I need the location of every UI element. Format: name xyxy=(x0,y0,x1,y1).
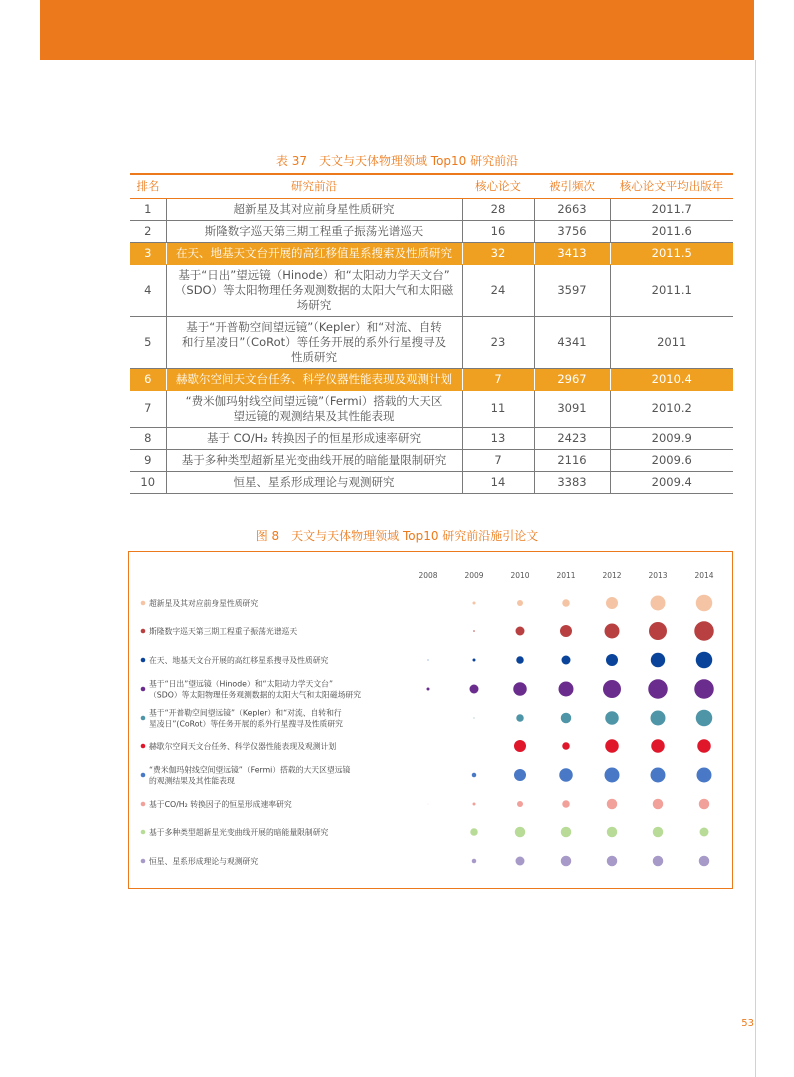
bubble xyxy=(428,804,429,805)
bubble xyxy=(605,711,619,725)
bubble xyxy=(514,740,526,752)
bubble xyxy=(651,711,666,726)
bubble xyxy=(515,827,526,838)
avg-year-cell: 2009.4 xyxy=(610,471,733,493)
bubble xyxy=(517,801,523,807)
rank-cell: 4 xyxy=(130,264,166,316)
front-cell xyxy=(166,449,462,471)
rank-cell: 2 xyxy=(130,220,166,242)
avg-year-cell: 2009.6 xyxy=(610,449,733,471)
table-row xyxy=(130,449,733,471)
front-text-line: 基于“日出”望远镜（Hinode）和“太阳动力学天文台” xyxy=(178,267,450,282)
avg-year-cell: 2011.5 xyxy=(610,242,733,264)
rank-cell: 3 xyxy=(130,242,166,264)
bubble xyxy=(607,827,618,838)
bubble xyxy=(513,682,527,696)
table-header-row xyxy=(130,174,733,198)
bubble xyxy=(560,625,572,637)
series-label: 基于“开普勒空间望远镜”（Kepler）和“对流、自转和行 xyxy=(149,708,342,718)
legend-dot xyxy=(141,716,146,721)
bubble xyxy=(651,739,665,753)
legend-dot xyxy=(141,601,146,606)
figure-caption: 图 8 天文与天体物理领域 Top10 研究前沿施引论文 xyxy=(255,529,539,543)
bubble xyxy=(473,803,476,806)
page-number: 53 xyxy=(741,1018,754,1029)
bubble xyxy=(649,622,667,640)
bubble xyxy=(605,739,619,753)
legend-dot xyxy=(141,802,146,807)
bubble xyxy=(696,710,713,727)
bubble xyxy=(470,828,478,836)
rank-cell: 7 xyxy=(130,390,166,427)
bubble xyxy=(562,656,571,665)
avg-year-cell: 2011.6 xyxy=(610,220,733,242)
table-row xyxy=(130,264,733,316)
front-cell xyxy=(166,220,462,242)
rank-cell: 5 xyxy=(130,316,166,368)
core-papers-cell: 24 xyxy=(462,264,534,316)
side-divider xyxy=(755,60,756,1077)
bubble xyxy=(473,602,476,605)
bubble xyxy=(561,856,572,867)
series-label: “费米伽玛射线空间望远镜”（Fermi）搭载的大天区望远镜 xyxy=(149,765,351,775)
rank-cell: 9 xyxy=(130,449,166,471)
bubble xyxy=(427,688,430,691)
bubble xyxy=(651,596,666,611)
citations-cell: 2967 xyxy=(534,368,610,390)
bubble xyxy=(653,827,664,838)
bubble xyxy=(559,768,573,782)
core-papers-cell: 32 xyxy=(462,242,534,264)
bubble-chart-svg xyxy=(129,552,734,890)
citations-cell: 2116 xyxy=(534,449,610,471)
bubble xyxy=(605,624,620,639)
front-text-line: 在天、地基天文台开展的高红移值星系搜索及性质研究 xyxy=(176,245,452,260)
bubble xyxy=(516,627,525,636)
citations-cell: 4341 xyxy=(534,316,610,368)
series-label: 基于CO/H₂ 转换因子的恒星形成速率研究 xyxy=(149,800,292,809)
series-label: 超新星及其对应前身星性质研究 xyxy=(149,599,259,608)
bubble xyxy=(516,714,524,722)
year-tick-label: 2011 xyxy=(556,571,576,580)
col-header-core-papers: 核心论文 xyxy=(462,174,534,198)
front-cell xyxy=(166,390,462,427)
series-label: 基于“日出”望远镜（Hinode）和“太阳动力学天文台” xyxy=(149,679,333,689)
table-row xyxy=(130,242,733,264)
front-text-line: 恒星、星系形成理论与观测研究 xyxy=(233,474,395,489)
citations-cell: 3413 xyxy=(534,242,610,264)
table-row xyxy=(130,471,733,493)
core-papers-cell: 7 xyxy=(462,368,534,390)
front-cell xyxy=(166,316,462,368)
bubble xyxy=(607,856,618,867)
core-papers-cell: 13 xyxy=(462,427,534,449)
bubble xyxy=(607,799,618,810)
col-header-avg-year: 核心论文平均出版年 xyxy=(610,174,733,198)
series-label: （SDO）等太阳物理任务观测数据的太阳大气和太阳磁场研究 xyxy=(149,690,362,700)
front-cell xyxy=(166,198,462,220)
bubble xyxy=(651,653,665,667)
front-cell xyxy=(166,471,462,493)
legend-dot xyxy=(141,859,146,864)
rank-cell: 1 xyxy=(130,198,166,220)
rank-cell: 6 xyxy=(130,368,166,390)
avg-year-cell: 2011.7 xyxy=(610,198,733,220)
bubble xyxy=(562,742,570,750)
rank-cell: 10 xyxy=(130,471,166,493)
series-label: 斯隆数字巡天第三期工程重子振荡光谱巡天 xyxy=(149,627,298,636)
legend-dot xyxy=(141,773,146,778)
bubble xyxy=(648,679,668,699)
research-fronts-table xyxy=(130,173,733,494)
front-cell xyxy=(166,368,462,390)
bubble xyxy=(696,595,713,612)
front-text-line: 和行星凌日”（CoRot）等任务开展的系外行星搜寻及 xyxy=(181,334,447,349)
bubble xyxy=(561,827,572,838)
core-papers-cell: 14 xyxy=(462,471,534,493)
year-tick-label: 2014 xyxy=(694,571,714,580)
front-text-line: 斯隆数字巡天第三期工程重子振荡光谱巡天 xyxy=(204,223,424,238)
series-label: 的观测结果及其性能表现 xyxy=(149,776,235,786)
bubble xyxy=(700,828,709,837)
header-bar xyxy=(40,0,754,60)
core-papers-cell: 23 xyxy=(462,316,534,368)
front-text-line: 望远镜的观测结果及其性能表现 xyxy=(233,408,395,423)
legend-dot xyxy=(141,830,146,835)
bubble xyxy=(699,799,710,810)
bubble xyxy=(694,621,714,641)
bubble xyxy=(653,856,664,867)
bubble xyxy=(473,659,476,662)
series-label: 在天、地基天文台开展的高红移星系搜寻及性质研究 xyxy=(149,656,329,665)
table-row xyxy=(130,368,733,390)
col-header-rank: 排名 xyxy=(130,174,166,198)
front-text-line: （SDO）等太阳物理任务观测数据的太阳大气和太阳磁 xyxy=(174,282,454,297)
bubble xyxy=(559,682,574,697)
citations-cell: 3597 xyxy=(534,264,610,316)
year-tick-label: 2012 xyxy=(602,571,622,580)
citations-cell: 3091 xyxy=(534,390,610,427)
bubble xyxy=(516,857,525,866)
front-text-line: 基于“开普勒空间望远镜”（Kepler）和“对流、自转 xyxy=(186,319,442,334)
table-caption: 表 37 天文与天体物理领域 Top10 研究前沿 xyxy=(275,154,519,168)
bubble xyxy=(473,630,475,632)
front-cell xyxy=(166,242,462,264)
series-label: 星凌日”(CoRot）等任务开展的系外行星搜寻及性质研究 xyxy=(149,719,343,729)
core-papers-cell: 11 xyxy=(462,390,534,427)
bubble xyxy=(653,799,664,810)
series-label: 恒星、星系形成理论与观测研究 xyxy=(149,857,259,866)
series-label: 基于多种类型超新星光变曲线开展的暗能量限制研究 xyxy=(149,828,329,837)
avg-year-cell: 2010.2 xyxy=(610,390,733,427)
front-text-line: 性质研究 xyxy=(291,349,337,364)
bubble xyxy=(651,768,666,783)
citations-cell: 2663 xyxy=(534,198,610,220)
bubble xyxy=(694,679,714,699)
bubble xyxy=(606,597,618,609)
avg-year-cell: 2010.4 xyxy=(610,368,733,390)
bubble xyxy=(516,656,524,664)
bubble xyxy=(472,859,477,864)
series-label: 赫歇尔空间天文台任务、科学仪器性能表现及观测计划 xyxy=(149,742,337,751)
citations-cell: 3383 xyxy=(534,471,610,493)
bubble-chart xyxy=(128,551,733,889)
front-text-line: “费米伽玛射线空间望远镜”（Fermi）搭载的大天区 xyxy=(185,393,443,408)
legend-dot xyxy=(141,687,146,692)
bubble xyxy=(514,769,526,781)
avg-year-cell: 2011.1 xyxy=(610,264,733,316)
bubble xyxy=(603,680,621,698)
bubble xyxy=(696,652,713,669)
citations-cell: 3756 xyxy=(534,220,610,242)
col-header-citations: 被引频次 xyxy=(534,174,610,198)
bubble xyxy=(606,654,618,666)
core-papers-cell: 28 xyxy=(462,198,534,220)
bubble xyxy=(697,739,711,753)
table-row xyxy=(130,198,733,220)
bubble xyxy=(470,685,479,694)
legend-dot xyxy=(141,658,146,663)
bubble xyxy=(562,800,570,808)
bubble xyxy=(474,718,475,719)
table-row xyxy=(130,390,733,427)
avg-year-cell: 2011 xyxy=(610,316,733,368)
rank-cell: 8 xyxy=(130,427,166,449)
bubble xyxy=(517,600,523,606)
table-row xyxy=(130,220,733,242)
front-text-line: 场研究 xyxy=(296,297,332,312)
bubble xyxy=(562,599,570,607)
front-cell xyxy=(166,264,462,316)
bubble xyxy=(605,768,620,783)
core-papers-cell: 16 xyxy=(462,220,534,242)
year-tick-label: 2009 xyxy=(464,571,484,580)
front-cell xyxy=(166,427,462,449)
year-tick-label: 2013 xyxy=(648,571,668,580)
citations-cell: 2423 xyxy=(534,427,610,449)
bubble xyxy=(472,773,477,778)
front-text-line: 基于多种类型超新星光变曲线开展的暗能量限制研究 xyxy=(181,452,447,467)
front-text-line: 基于 CO/H₂ 转换因子的恒星形成速率研究 xyxy=(206,430,422,445)
legend-dot xyxy=(141,629,146,634)
col-header-front: 研究前沿 xyxy=(166,174,462,198)
front-text-line: 赫歇尔空间天文台任务、科学仪器性能表现及观测计划 xyxy=(176,371,452,386)
front-text-line: 超新星及其对应前身星性质研究 xyxy=(233,201,395,216)
bubble xyxy=(697,768,712,783)
bubble xyxy=(699,856,710,867)
bubble xyxy=(428,660,429,661)
table-row xyxy=(130,427,733,449)
year-tick-label: 2008 xyxy=(418,571,438,580)
table-row xyxy=(130,316,733,368)
bubble xyxy=(561,713,572,724)
avg-year-cell: 2009.9 xyxy=(610,427,733,449)
year-tick-label: 2010 xyxy=(510,571,530,580)
header-title: 2015 研究前沿 xyxy=(665,49,734,60)
core-papers-cell: 7 xyxy=(462,449,534,471)
legend-dot xyxy=(141,744,146,749)
